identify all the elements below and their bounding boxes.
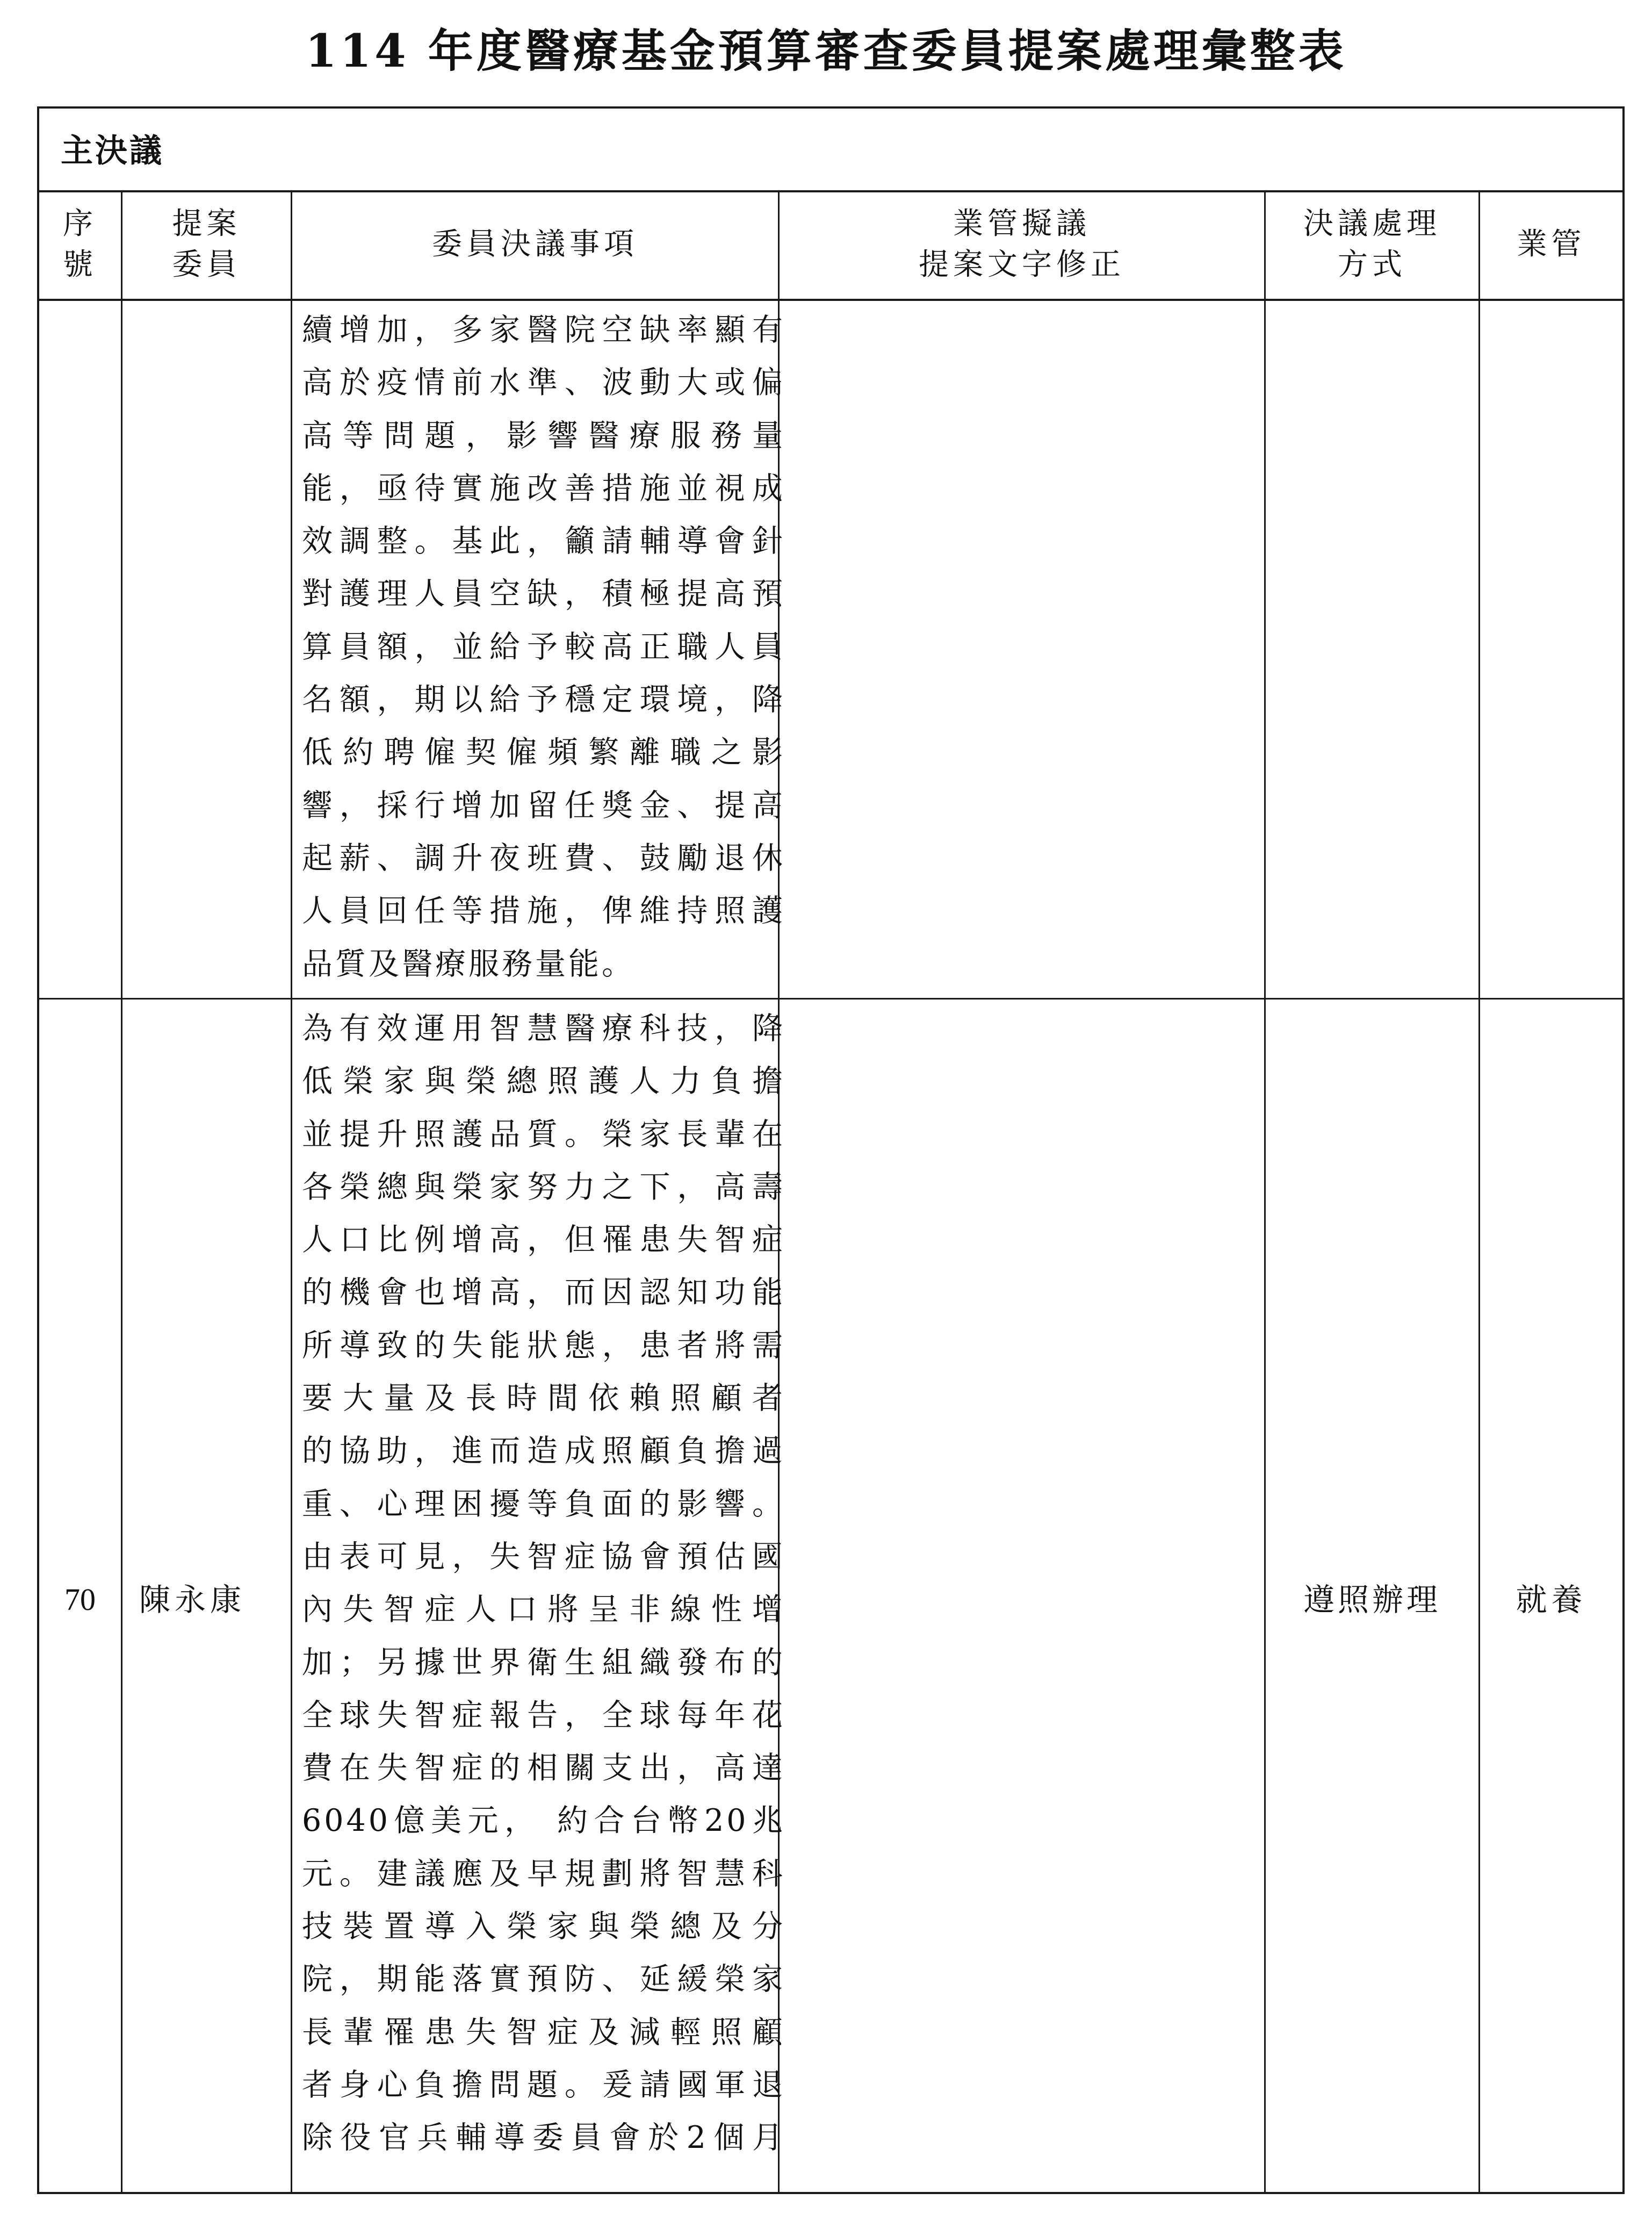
header-resolution: [292, 190, 778, 299]
resolution-line: 續增加，多家醫院空缺率顯有: [302, 312, 785, 348]
resolution-line: 全球失智症報告，全球每年花: [302, 1697, 785, 1733]
header-proposer: [122, 190, 291, 299]
resolution-line: 起薪、調升夜班費、鼓勵退休: [302, 840, 785, 876]
row-proposer: 陳永康: [139, 1581, 246, 1618]
header-seq-line: 號: [63, 247, 97, 282]
resolution-line: 響，採行增加留任獎金、提高: [302, 787, 785, 823]
resolution-line: 長輩罹患失智症及減輕照顧: [302, 2014, 785, 2050]
resolution-line: 低約聘僱契僱頻繁離職之影: [302, 735, 785, 771]
resolution-line: 人員回任等措施，俾維持照護: [302, 893, 785, 929]
header-agency-line: 業管: [1517, 227, 1586, 262]
resolution-line: 名額，期以給予穩定環境，降: [302, 682, 785, 718]
header-agency: [1480, 190, 1622, 299]
resolution-line: 各榮總與榮家努力之下，高壽: [302, 1169, 785, 1205]
header-seq: [39, 190, 121, 299]
resolution-line: 能，亟待實施改善措施並視成: [302, 470, 785, 506]
resolution-line: 院，期能落實預防、延緩榮家: [302, 1961, 785, 1997]
section-label: 主決議: [61, 132, 164, 170]
resolution-line: 高於疫情前水準、波動大或偏: [302, 365, 785, 401]
resolution-line: 6040億美元， 約合台幣20兆: [302, 1803, 785, 1839]
header-proposer-line: 委員: [172, 247, 241, 282]
page-title: 114 年度醫療基金預算審查委員提案處理彙整表: [305, 24, 1347, 77]
row-handling: 遵照辦理: [1303, 1581, 1441, 1618]
resolution-line: 要大量及長時間依賴照顧者: [302, 1381, 785, 1417]
resolution-line: 算員額，並給予較高正職人員: [302, 629, 785, 665]
resolution-line: 低榮家與榮總照護人力負擔: [302, 1063, 785, 1099]
resolution-line: 者身心負擔問題。爰請國軍退: [302, 2067, 785, 2103]
header-handling-line: 方式: [1338, 247, 1406, 282]
resolution-line: 技裝置導入榮家與榮總及分: [302, 1909, 785, 1945]
column-divider: [1478, 190, 1480, 2194]
header-handling-line: 決議處理: [1303, 206, 1441, 241]
resolution-line: 人口比例增高，但罹患失智症: [302, 1222, 785, 1258]
section-row: [39, 109, 1622, 192]
column-divider: [1264, 190, 1266, 2194]
header-handling: [1266, 190, 1478, 299]
resolution-line: 品質及醫療服務量能。: [302, 946, 635, 982]
resolution-line: 重、心理困擾等負面的影響。: [302, 1486, 785, 1522]
resolution-line: 內失智症人口將呈非線性增: [302, 1592, 785, 1628]
resolution-line: 除役官兵輔導委員會於2個月: [302, 2120, 785, 2156]
row-seq: 70: [64, 1582, 96, 1617]
table-header: [39, 190, 1622, 301]
resolution-line: 由表可見，失智症協會預估國: [302, 1538, 785, 1574]
resolution-line: 所導致的失能狀態，患者將需: [302, 1327, 785, 1363]
resolution-line: 加；另據世界衛生組織發布的: [302, 1644, 785, 1680]
resolution-line: 費在失智症的相關支出，高達: [302, 1750, 785, 1786]
row-divider: [39, 998, 1622, 1000]
resolution-line: 效調整。基此，籲請輔導會針: [302, 523, 785, 559]
header-proposer-line: 提案: [172, 206, 241, 241]
resolution-line: 並提升照護品質。榮家長輩在: [302, 1116, 785, 1152]
header-agency-suggestion: [780, 190, 1264, 299]
column-divider: [121, 190, 122, 2194]
resolution-line: 的機會也增高，而因認知功能: [302, 1275, 785, 1311]
header-resolution-line: 委員決議事項: [432, 227, 638, 262]
column-divider: [291, 190, 292, 2194]
proposal-table: [37, 106, 1625, 2194]
resolution-text: [302, 304, 785, 990]
header-agency-suggestion-line: 提案文字修正: [919, 247, 1125, 282]
header-seq-line: 序: [63, 206, 97, 241]
row-agency: 就養: [1516, 1581, 1587, 1618]
resolution-line: 對護理人員空缺，積極提高預: [302, 576, 785, 612]
resolution-line: 高等問題，影響醫療服務量: [302, 418, 785, 454]
resolution-text: [302, 1002, 785, 2165]
resolution-line: 的協助，進而造成照顧負擔過: [302, 1433, 785, 1469]
header-agency-suggestion-line: 業管擬議: [953, 206, 1091, 241]
resolution-line: 元。建議應及早規劃將智慧科: [302, 1856, 785, 1892]
resolution-line: 為有效運用智慧醫療科技，降: [302, 1011, 785, 1046]
